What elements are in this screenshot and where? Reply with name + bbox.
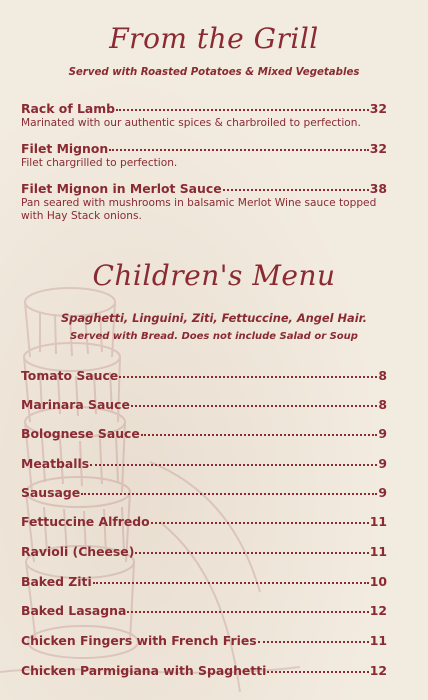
item-description: Filet chargrilled to perfection.	[21, 157, 178, 169]
item-price: 11	[369, 514, 387, 529]
item-price: 11	[369, 633, 387, 648]
item-price: 32	[369, 101, 387, 116]
dot-leader	[258, 641, 369, 643]
dot-leader	[141, 434, 378, 436]
item-description: Pan seared with mushrooms in balsamic Merlot Wine sauce topped with Hay Stack onions.	[21, 197, 377, 222]
dot-leader	[81, 493, 377, 495]
dot-leader	[109, 149, 369, 151]
item-price: 32	[369, 141, 387, 156]
menu-item	[21, 603, 387, 618]
dot-leader	[90, 464, 377, 466]
menu-item	[21, 663, 387, 678]
dot-leader	[119, 376, 377, 378]
item-name: Sausage	[21, 485, 81, 500]
item-name: Tomato Sauce	[21, 368, 119, 383]
item-price: 12	[369, 663, 387, 678]
item-name: Baked Ziti	[21, 574, 92, 589]
item-name: Meatballs	[21, 456, 90, 471]
item-name: Bolognese Sauce	[21, 426, 140, 441]
item-price: 9	[378, 485, 387, 500]
item-name: Marinara Sauce	[21, 397, 130, 412]
item-name: Baked Lasagna	[21, 603, 127, 618]
dot-leader	[131, 405, 378, 407]
item-price: 9	[378, 456, 387, 471]
menu-item	[21, 514, 387, 529]
item-price: 8	[378, 368, 387, 383]
menu-item	[21, 574, 387, 589]
menu-item	[21, 426, 387, 441]
item-price: 12	[369, 603, 387, 618]
item-price: 10	[369, 574, 387, 589]
menu-item	[21, 633, 387, 648]
item-price: 9	[378, 426, 387, 441]
item-name: Rack of Lamb	[21, 101, 116, 116]
dot-leader	[151, 522, 369, 524]
item-name: Ravioli (Cheese)	[21, 544, 135, 559]
menu-item	[21, 141, 387, 170]
children-section-title: Children's Menu	[92, 259, 336, 292]
item-description: Marinated with our authentic spices & charbroiled to perfection.	[21, 117, 361, 129]
children-section-note: Served with Bread. Does not include Salad or Soup	[70, 331, 358, 342]
item-price: 38	[369, 181, 387, 196]
item-price: 8	[378, 397, 387, 412]
menu-item	[21, 456, 387, 471]
grill-section-subtitle: Served with Roasted Potatoes & Mixed Vegetables	[68, 67, 360, 78]
menu-item	[21, 101, 387, 130]
item-name: Fettuccine Alfredo	[21, 514, 150, 529]
dot-leader	[93, 582, 369, 584]
item-price: 11	[369, 544, 387, 559]
menu-item	[21, 181, 387, 223]
menu-item	[21, 368, 387, 383]
item-name: Filet Mignon in Merlot Sauce	[21, 181, 222, 196]
dot-leader	[223, 189, 369, 191]
grill-section-title: From the Grill	[109, 22, 319, 55]
item-name: Chicken Fingers with French Fries	[21, 633, 257, 648]
dot-leader	[127, 611, 368, 613]
menu-item	[21, 544, 387, 559]
dot-leader	[135, 552, 368, 554]
menu-item	[21, 397, 387, 412]
children-pasta-options: Spaghetti, Linguini, Ziti, Fettuccine, Angel Hair.	[61, 311, 367, 325]
item-name: Filet Mignon	[21, 141, 109, 156]
dot-leader	[267, 671, 368, 673]
item-name: Chicken Parmigiana with Spaghetti	[21, 663, 267, 678]
menu-item	[21, 485, 387, 500]
dot-leader	[116, 109, 369, 111]
